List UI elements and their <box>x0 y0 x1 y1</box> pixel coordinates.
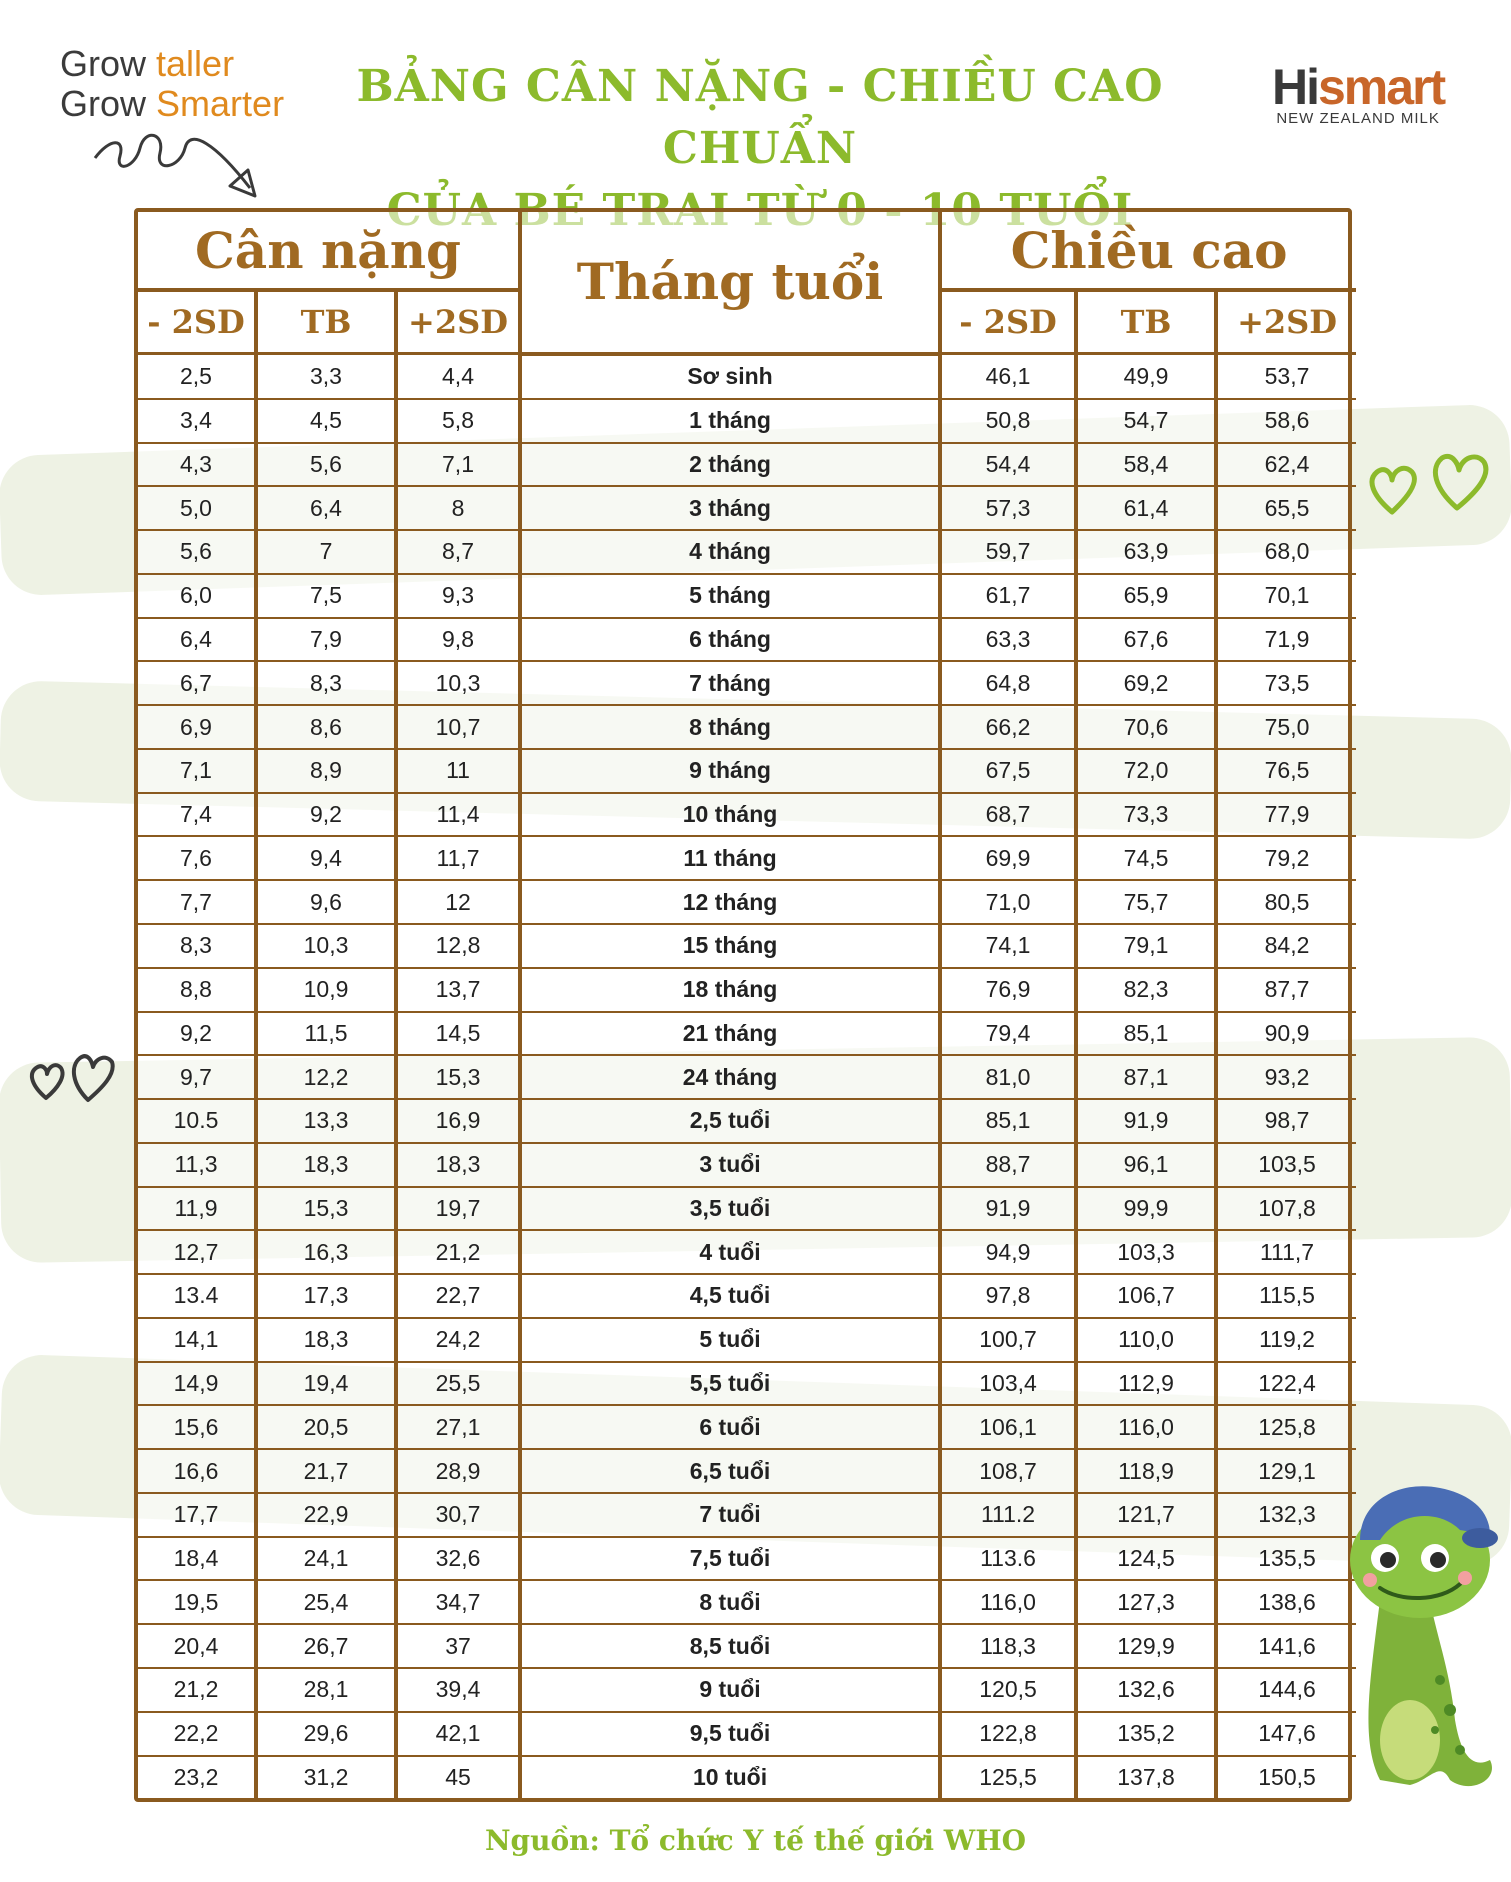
weight-average-cell: 29,6 <box>256 1712 396 1756</box>
weight-plus-2sd-cell: 15,3 <box>396 1055 520 1099</box>
weight-average-cell: 7,9 <box>256 618 396 662</box>
height-plus-2sd-cell: 76,5 <box>1216 749 1356 793</box>
weight-plus-2sd-cell: 11 <box>396 749 520 793</box>
table-row <box>138 1187 1356 1231</box>
age-cell: 12 tháng <box>520 880 940 924</box>
table-row <box>138 661 1356 705</box>
height-plus-2sd-cell: 87,7 <box>1216 968 1356 1012</box>
weight-plus-2sd-cell: 13,7 <box>396 968 520 1012</box>
weight-minus-2sd-cell: 21,2 <box>138 1668 256 1712</box>
age-cell: 18 tháng <box>520 968 940 1012</box>
age-cell: 11 tháng <box>520 836 940 880</box>
weight-plus-2sd-cell: 8,7 <box>396 530 520 574</box>
title-line-1: BẢNG CÂN NẶNG - CHIỀU CAO CHUẨN <box>356 61 1164 174</box>
weight-plus-2sd-cell: 32,6 <box>396 1537 520 1581</box>
height-minus-2sd-cell: 68,7 <box>940 793 1076 837</box>
height-minus-2sd-cell: 118,3 <box>940 1624 1076 1668</box>
weight-average-cell: 5,6 <box>256 443 396 487</box>
weight-plus-2sd-cell: 10,7 <box>396 705 520 749</box>
weight-minus-2sd-cell: 6,9 <box>138 705 256 749</box>
weight-average-cell: 26,7 <box>256 1624 396 1668</box>
age-cell: 24 tháng <box>520 1055 940 1099</box>
height-plus-2sd-cell: 141,6 <box>1216 1624 1356 1668</box>
age-cell: 21 tháng <box>520 1012 940 1056</box>
height-average-cell: 61,4 <box>1076 486 1216 530</box>
weight-average-cell: 7 <box>256 530 396 574</box>
height-average-cell: 73,3 <box>1076 793 1216 837</box>
height-average-cell: 63,9 <box>1076 530 1216 574</box>
weight-minus-2sd-cell: 5,0 <box>138 486 256 530</box>
height-average-cell: 118,9 <box>1076 1449 1216 1493</box>
age-cell: 4 tháng <box>520 530 940 574</box>
brand-logo <box>1272 59 1445 127</box>
heart-icon <box>26 1046 116 1106</box>
height-average-cell: 135,2 <box>1076 1712 1216 1756</box>
tagline-word: Grow <box>60 83 147 124</box>
weight-plus-2sd-cell: 4,4 <box>396 354 520 399</box>
weight-minus-2sd-cell: 19,5 <box>138 1580 256 1624</box>
table-row <box>138 880 1356 924</box>
table-row <box>138 1055 1356 1099</box>
height-minus-2sd-cell: 125,5 <box>940 1756 1076 1798</box>
weight-minus-2sd-cell: 7,4 <box>138 793 256 837</box>
height-average-cell: 87,1 <box>1076 1055 1216 1099</box>
weight-minus-2sd-cell: 6,4 <box>138 618 256 662</box>
height-minus-2sd-cell: 113.6 <box>940 1537 1076 1581</box>
height-average-cell: 99,9 <box>1076 1187 1216 1231</box>
weight-minus-2sd-cell: 10.5 <box>138 1099 256 1143</box>
weight-average-cell: 10,9 <box>256 968 396 1012</box>
height-average-cell: 121,7 <box>1076 1493 1216 1537</box>
height-minus-2sd-cell: 54,4 <box>940 443 1076 487</box>
height-average-cell: 65,9 <box>1076 574 1216 618</box>
table-row <box>138 354 1356 399</box>
weight-average-cell: 9,4 <box>256 836 396 880</box>
source-note: Nguồn: Tổ chức Y tế thế giới WHO <box>484 1824 1027 1857</box>
table-row <box>138 486 1356 530</box>
weight-plus-2sd-cell: 7,1 <box>396 443 520 487</box>
height-plus-2sd-cell: 93,2 <box>1216 1055 1356 1099</box>
table-row <box>138 1449 1356 1493</box>
height-minus-2sd-cell: 88,7 <box>940 1143 1076 1187</box>
weight-minus-2sd-cell: 4,3 <box>138 443 256 487</box>
weight-group-header: Cân nặng <box>138 212 520 290</box>
height-minus-2sd-cell: 85,1 <box>940 1099 1076 1143</box>
weight-plus-2sd-cell: 21,2 <box>396 1230 520 1274</box>
weight-minus-2sd-cell: 9,2 <box>138 1012 256 1056</box>
height-average-cell: 72,0 <box>1076 749 1216 793</box>
weight-minus-2sd-cell: 7,6 <box>138 836 256 880</box>
table-body <box>138 354 1356 1799</box>
height-average-cell: 69,2 <box>1076 661 1216 705</box>
weight-minus-2sd-cell: 6,7 <box>138 661 256 705</box>
weight-plus-2sd-cell: 5,8 <box>396 399 520 443</box>
weight-plus-2sd-cell: 34,7 <box>396 1580 520 1624</box>
height-plus-2sd-cell: 147,6 <box>1216 1712 1356 1756</box>
table-row <box>138 1012 1356 1056</box>
height-average-cell: 112,9 <box>1076 1362 1216 1406</box>
weight-average-cell: 8,9 <box>256 749 396 793</box>
height-plus-2sd-cell: 132,3 <box>1216 1493 1356 1537</box>
height-plus-2sd-cell: 150,5 <box>1258 1763 1316 1790</box>
height-plus-2sd-cell: 75,0 <box>1216 705 1356 749</box>
weight-minus-2sd-cell: 17,7 <box>138 1493 256 1537</box>
weight-average-cell: 25,4 <box>256 1580 396 1624</box>
height-plus-2sd-cell: 103,5 <box>1216 1143 1356 1187</box>
weight-average-cell: 19,4 <box>256 1362 396 1406</box>
weight-plus-2sd-cell: 19,7 <box>396 1187 520 1231</box>
weight-plus-2sd-cell: 45 <box>396 1756 520 1798</box>
table-row <box>138 705 1356 749</box>
table-row <box>138 1712 1356 1756</box>
age-cell: 7 tháng <box>520 661 940 705</box>
height-average-cell: 67,6 <box>1076 618 1216 662</box>
height-average-cell: 74,5 <box>1076 836 1216 880</box>
height-average-cell: 124,5 <box>1076 1537 1216 1581</box>
weight-plus-2sd-cell: 25,5 <box>396 1362 520 1406</box>
height-plus-2sd-cell: 115,5 <box>1216 1274 1356 1318</box>
height-minus-2sd-cell: 64,8 <box>940 661 1076 705</box>
weight-minus-2sd-cell: 12,7 <box>138 1230 256 1274</box>
weight-average-header: TB <box>256 290 396 354</box>
weight-minus-2sd-cell: 2,5 <box>138 354 256 399</box>
table-row <box>138 574 1356 618</box>
weight-minus-2sd-cell: 11,9 <box>138 1187 256 1231</box>
table-row <box>138 1493 1356 1537</box>
height-minus-2sd-cell: 63,3 <box>940 618 1076 662</box>
weight-plus-2sd-cell: 11,7 <box>396 836 520 880</box>
weight-plus-2sd-cell: 39,4 <box>396 1668 520 1712</box>
height-minus-2sd-cell: 46,1 <box>940 354 1076 399</box>
weight-plus-2sd-cell: 11,4 <box>396 793 520 837</box>
height-plus-2sd-cell: 62,4 <box>1216 443 1356 487</box>
table-row <box>138 793 1356 837</box>
weight-minus-2sd-cell: 9,7 <box>138 1055 256 1099</box>
table-row <box>138 1099 1356 1143</box>
tagline-accent-word: taller <box>156 43 235 84</box>
weight-minus-2sd-cell: 8,8 <box>138 968 256 1012</box>
height-average-cell: 82,3 <box>1076 968 1216 1012</box>
weight-average-cell: 31,2 <box>256 1756 396 1798</box>
height-average-cell: 75,7 <box>1076 880 1216 924</box>
age-cell: 9 tuổi <box>520 1668 940 1712</box>
weight-plus-2sd-cell: 18,3 <box>396 1143 520 1187</box>
age-cell: 6 tuổi <box>520 1405 940 1449</box>
weight-plus-2sd-cell: 8 <box>396 486 520 530</box>
age-cell: 8 tháng <box>520 705 940 749</box>
height-plus-2sd-cell: 135,5 <box>1216 1537 1356 1581</box>
dinosaur-mascot-icon <box>1340 1480 1505 1800</box>
weight-average-cell: 8,6 <box>256 705 396 749</box>
weight-plus-2sd-cell: 16,9 <box>396 1099 520 1143</box>
table-row <box>138 1756 1356 1798</box>
height-minus-2sd-cell: 97,8 <box>940 1274 1076 1318</box>
table-row <box>138 443 1356 487</box>
age-cell: Sơ sinh <box>520 354 940 399</box>
weight-plus-2sd-cell: 12,8 <box>396 924 520 968</box>
weight-average-cell: 3,3 <box>256 354 396 399</box>
height-plus-2sd-cell: 80,5 <box>1216 880 1356 924</box>
height-minus-2sd-cell: 66,2 <box>940 705 1076 749</box>
height-plus-2sd-cell: 65,5 <box>1216 486 1356 530</box>
height-minus-2sd-cell: 91,9 <box>940 1187 1076 1231</box>
age-cell: 10 tuổi <box>520 1756 940 1798</box>
weight-minus-2sd-cell: 5,6 <box>138 530 256 574</box>
height-average-cell: 58,4 <box>1076 443 1216 487</box>
height-minus-2sd-cell: 57,3 <box>940 486 1076 530</box>
height-plus-2sd-cell: 125,8 <box>1216 1405 1356 1449</box>
height-group-header: Chiều cao <box>940 212 1356 290</box>
table-row <box>138 1537 1356 1581</box>
weight-average-cell: 21,7 <box>256 1449 396 1493</box>
age-cell: 6,5 tuổi <box>520 1449 940 1493</box>
brand-name-smart: smart <box>1318 59 1445 115</box>
weight-average-cell: 17,3 <box>256 1274 396 1318</box>
age-cell: 9,5 tuổi <box>520 1712 940 1756</box>
tagline-accent-word: Smarter <box>156 83 285 124</box>
height-plus-2sd-cell: 77,9 <box>1216 793 1356 837</box>
height-plus-2sd-cell: 129,1 <box>1216 1449 1356 1493</box>
weight-average-cell: 9,2 <box>256 793 396 837</box>
weight-plus-2sd-cell: 27,1 <box>396 1405 520 1449</box>
height-plus-2sd-header: +2SD <box>1216 290 1356 354</box>
height-minus-2sd-cell: 81,0 <box>940 1055 1076 1099</box>
brand-subtitle: NEW ZEALAND MILK <box>1276 110 1440 127</box>
height-plus-2sd-cell: 79,2 <box>1216 836 1356 880</box>
height-average-cell: 127,3 <box>1076 1580 1216 1624</box>
weight-minus-2sd-cell: 23,2 <box>138 1756 256 1798</box>
height-plus-2sd-cell: 111,7 <box>1216 1230 1356 1274</box>
height-minus-2sd-cell: 103,4 <box>940 1362 1076 1406</box>
height-average-cell: 110,0 <box>1076 1318 1216 1362</box>
table-row <box>138 1318 1356 1362</box>
height-average-cell: 129,9 <box>1076 1624 1216 1668</box>
age-cell: 7,5 tuổi <box>520 1537 940 1581</box>
weight-plus-2sd-cell: 22,7 <box>396 1274 520 1318</box>
table-row <box>138 1362 1356 1406</box>
tagline <box>60 44 284 124</box>
growth-table <box>134 208 1352 1802</box>
height-average-cell: 54,7 <box>1076 399 1216 443</box>
table-row <box>138 399 1356 443</box>
weight-minus-2sd-cell: 18,4 <box>138 1537 256 1581</box>
height-minus-2sd-cell: 74,1 <box>940 924 1076 968</box>
weight-plus-2sd-cell: 28,9 <box>396 1449 520 1493</box>
weight-minus-2sd-cell: 3,4 <box>138 399 256 443</box>
age-cell: 5 tháng <box>520 574 940 618</box>
table-row <box>138 618 1356 662</box>
height-average-cell: 132,6 <box>1076 1668 1216 1712</box>
height-average-cell: 103,3 <box>1076 1230 1216 1274</box>
brand-name-hi: Hi <box>1272 59 1318 115</box>
weight-average-cell: 18,3 <box>256 1318 396 1362</box>
weight-minus-2sd-cell: 14,9 <box>138 1362 256 1406</box>
weight-minus-2sd-cell: 7,7 <box>138 880 256 924</box>
height-plus-2sd-cell: 53,7 <box>1216 354 1356 399</box>
age-cell: 1 tháng <box>520 399 940 443</box>
age-cell: 2,5 tuổi <box>520 1099 940 1143</box>
height-plus-2sd-cell: 70,1 <box>1216 574 1356 618</box>
weight-average-cell: 22,9 <box>256 1493 396 1537</box>
tagline-word: Grow <box>60 43 147 84</box>
weight-plus-2sd-cell: 30,7 <box>396 1493 520 1537</box>
table-row <box>138 1405 1356 1449</box>
height-plus-2sd-cell: 71,9 <box>1216 618 1356 662</box>
weight-plus-2sd-cell: 24,2 <box>396 1318 520 1362</box>
height-minus-2sd-cell: 116,0 <box>940 1580 1076 1624</box>
height-average-cell: 79,1 <box>1076 924 1216 968</box>
height-average-cell: 49,9 <box>1076 354 1216 399</box>
height-average-cell: 70,6 <box>1076 705 1216 749</box>
table-row <box>138 968 1356 1012</box>
weight-minus-2sd-cell: 6,0 <box>138 574 256 618</box>
table-row <box>138 749 1356 793</box>
weight-average-cell: 24,1 <box>256 1537 396 1581</box>
age-cell: 5,5 tuổi <box>520 1362 940 1406</box>
height-minus-2sd-cell: 69,9 <box>940 836 1076 880</box>
height-minus-2sd-cell: 61,7 <box>940 574 1076 618</box>
table-row <box>138 924 1356 968</box>
height-average-cell: 106,7 <box>1076 1274 1216 1318</box>
height-plus-2sd-cell: 84,2 <box>1216 924 1356 968</box>
age-cell: 4,5 tuổi <box>520 1274 940 1318</box>
table-row <box>138 530 1356 574</box>
table-row <box>138 1230 1356 1274</box>
table-row <box>138 1668 1356 1712</box>
weight-plus-2sd-cell: 37 <box>396 1624 520 1668</box>
age-cell: 8,5 tuổi <box>520 1624 940 1668</box>
height-average-cell: 85,1 <box>1076 1012 1216 1056</box>
height-minus-2sd-cell: 76,9 <box>940 968 1076 1012</box>
weight-plus-2sd-cell: 42,1 <box>396 1712 520 1756</box>
height-plus-2sd-cell: 73,5 <box>1216 661 1356 705</box>
weight-average-cell: 6,4 <box>256 486 396 530</box>
table-row <box>138 1580 1356 1624</box>
age-cell: 15 tháng <box>520 924 940 968</box>
weight-average-cell: 8,3 <box>256 661 396 705</box>
height-average-cell: 116,0 <box>1076 1405 1216 1449</box>
height-plus-2sd-cell: 119,2 <box>1216 1318 1356 1362</box>
height-minus-2sd-cell: 50,8 <box>940 399 1076 443</box>
weight-plus-2sd-cell: 9,3 <box>396 574 520 618</box>
height-minus-2sd-cell: 94,9 <box>940 1230 1076 1274</box>
height-plus-2sd-cell: 144,6 <box>1216 1668 1356 1712</box>
height-average-cell: 96,1 <box>1076 1143 1216 1187</box>
height-plus-2sd-cell: 107,8 <box>1216 1187 1356 1231</box>
age-cell: 3 tuổi <box>520 1143 940 1187</box>
weight-minus-2sd-cell: 8,3 <box>138 924 256 968</box>
height-minus-2sd-cell: 122,8 <box>940 1712 1076 1756</box>
weight-average-cell: 9,6 <box>256 880 396 924</box>
height-plus-2sd-cell: 58,6 <box>1216 399 1356 443</box>
weight-average-cell: 12,2 <box>256 1055 396 1099</box>
weight-average-cell: 10,3 <box>256 924 396 968</box>
height-minus-2sd-cell: 111.2 <box>940 1493 1076 1537</box>
height-plus-2sd-cell: 98,7 <box>1216 1099 1356 1143</box>
arrow-swirl-icon <box>90 118 270 208</box>
heart-icon <box>1362 450 1492 520</box>
age-cell: 4 tuổi <box>520 1230 940 1274</box>
age-cell: 8 tuổi <box>520 1580 940 1624</box>
table-row <box>138 1624 1356 1668</box>
weight-minus-2sd-cell: 20,4 <box>138 1624 256 1668</box>
height-plus-2sd-cell: 90,9 <box>1216 1012 1356 1056</box>
weight-plus-2sd-header: +2SD <box>396 290 520 354</box>
weight-minus-2sd-header: - 2SD <box>138 290 256 354</box>
age-cell: 7 tuổi <box>520 1493 940 1537</box>
weight-average-cell: 18,3 <box>256 1143 396 1187</box>
weight-plus-2sd-cell: 12 <box>396 880 520 924</box>
age-cell: 9 tháng <box>520 749 940 793</box>
age-cell: 10 tháng <box>520 793 940 837</box>
weight-average-cell: 20,5 <box>256 1405 396 1449</box>
brand-name <box>1272 59 1445 115</box>
height-minus-2sd-cell: 108,7 <box>940 1449 1076 1493</box>
height-minus-2sd-cell: 100,7 <box>940 1318 1076 1362</box>
height-minus-2sd-cell: 59,7 <box>940 530 1076 574</box>
weight-minus-2sd-cell: 14,1 <box>138 1318 256 1362</box>
weight-minus-2sd-cell: 7,1 <box>138 749 256 793</box>
height-plus-2sd-cell: 138,6 <box>1216 1580 1356 1624</box>
weight-average-cell: 7,5 <box>256 574 396 618</box>
height-minus-2sd-cell: 120,5 <box>940 1668 1076 1712</box>
height-average-header: TB <box>1076 290 1216 354</box>
weight-minus-2sd-cell: 22,2 <box>138 1712 256 1756</box>
weight-plus-2sd-cell: 10,3 <box>396 661 520 705</box>
weight-minus-2sd-cell: 16,6 <box>138 1449 256 1493</box>
weight-average-cell: 13,3 <box>256 1099 396 1143</box>
height-minus-2sd-header: - 2SD <box>940 290 1076 354</box>
height-plus-2sd-cell: 68,0 <box>1216 530 1356 574</box>
height-minus-2sd-cell: 71,0 <box>940 880 1076 924</box>
weight-average-cell: 15,3 <box>256 1187 396 1231</box>
table-row <box>138 836 1356 880</box>
weight-minus-2sd-cell: 11,3 <box>138 1143 256 1187</box>
weight-minus-2sd-cell: 15,6 <box>138 1405 256 1449</box>
age-cell: 3,5 tuổi <box>520 1187 940 1231</box>
age-cell: 2 tháng <box>520 443 940 487</box>
weight-plus-2sd-cell: 9,8 <box>396 618 520 662</box>
table-row <box>138 1274 1356 1318</box>
height-plus-2sd-cell: 122,4 <box>1216 1362 1356 1406</box>
age-cell: 3 tháng <box>520 486 940 530</box>
height-average-cell: 91,9 <box>1076 1099 1216 1143</box>
height-minus-2sd-cell: 79,4 <box>940 1012 1076 1056</box>
table-row <box>138 1143 1356 1187</box>
weight-average-cell: 11,5 <box>256 1012 396 1056</box>
weight-plus-2sd-cell: 14,5 <box>396 1012 520 1056</box>
age-cell: 5 tuổi <box>520 1318 940 1362</box>
height-minus-2sd-cell: 106,1 <box>940 1405 1076 1449</box>
age-cell: 6 tháng <box>520 618 940 662</box>
age-column-header: Tháng tuổi <box>520 212 940 354</box>
height-minus-2sd-cell: 67,5 <box>940 749 1076 793</box>
weight-average-cell: 16,3 <box>256 1230 396 1274</box>
weight-minus-2sd-cell: 13.4 <box>138 1274 256 1318</box>
weight-average-cell: 28,1 <box>256 1668 396 1712</box>
height-average-cell: 137,8 <box>1076 1756 1216 1798</box>
weight-average-cell: 4,5 <box>256 399 396 443</box>
